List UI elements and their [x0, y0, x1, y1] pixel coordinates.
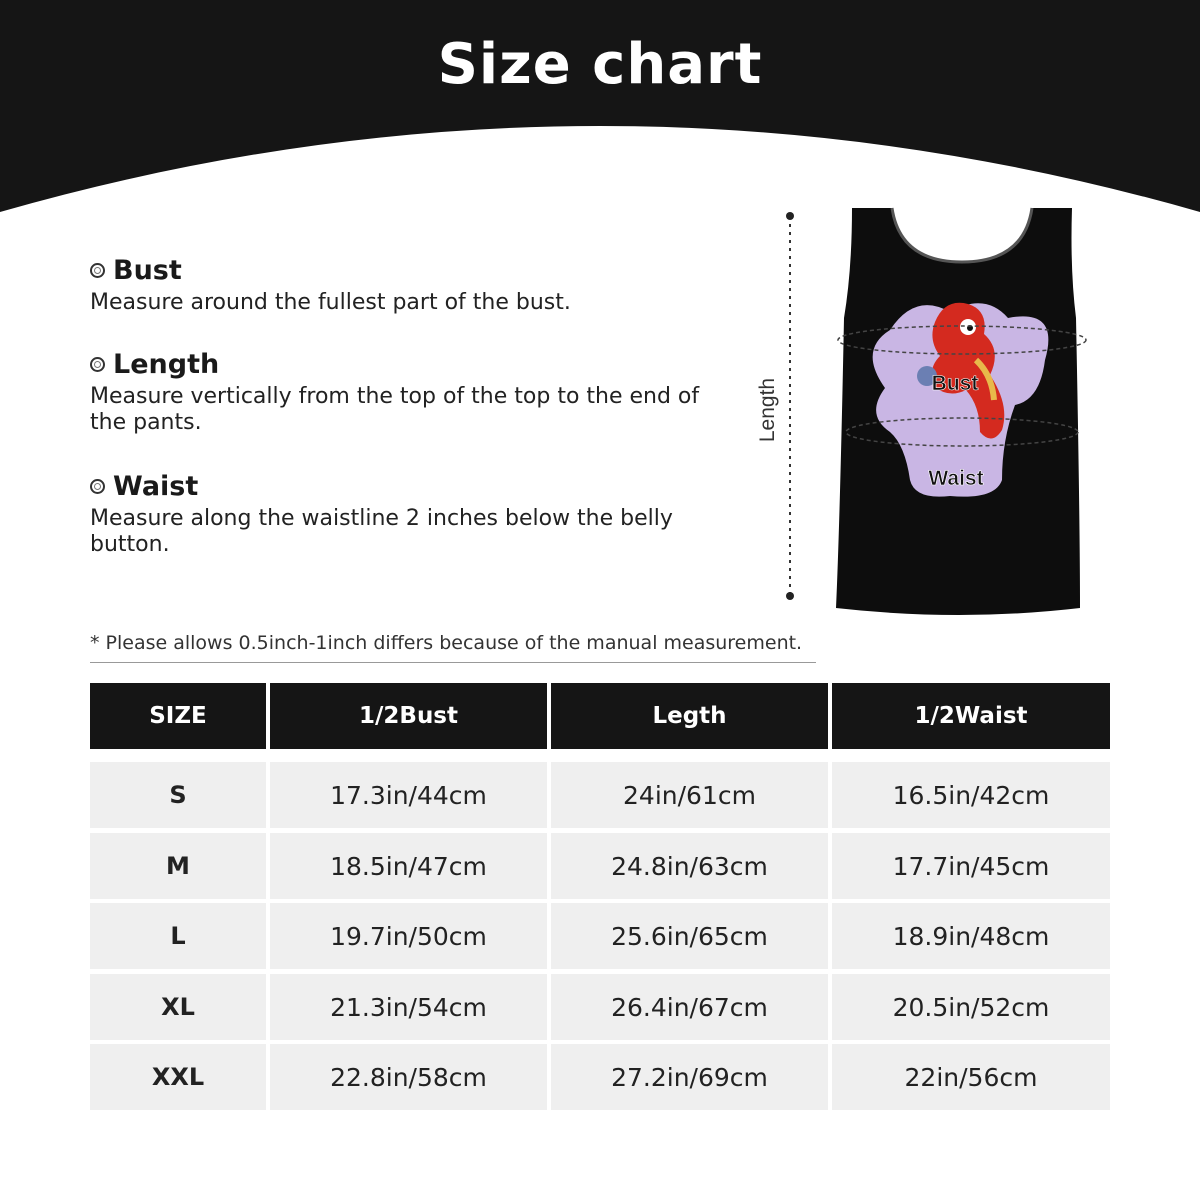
length-dot-bottom — [786, 592, 794, 600]
length-cell: 24in/61cm — [551, 762, 828, 828]
bust-cell: 19.7in/50cm — [270, 903, 547, 969]
page-title: Size chart — [437, 32, 763, 97]
header-bust: 1/2Bust — [270, 683, 547, 749]
tank-top-diagram — [740, 200, 1120, 620]
waist-cell: 18.9in/48cm — [832, 903, 1110, 969]
bust-cell: 22.8in/58cm — [270, 1044, 547, 1110]
size-table-header — [90, 683, 1110, 749]
table-row — [90, 1044, 1110, 1110]
table-row — [90, 903, 1110, 969]
bust-label: Bust — [931, 372, 979, 395]
bust-cell: 18.5in/47cm — [270, 833, 547, 899]
length-label: Length — [756, 377, 779, 443]
measurement-waist — [90, 471, 730, 558]
circle-bullet-icon — [90, 263, 105, 278]
header-waist: 1/2Waist — [832, 683, 1110, 749]
length-dot-top — [786, 212, 794, 220]
length-cell: 25.6in/65cm — [551, 903, 828, 969]
length-cell: 26.4in/67cm — [551, 974, 828, 1040]
table-row — [90, 762, 1110, 828]
measurement-bust — [90, 255, 730, 316]
table-row — [90, 974, 1110, 1040]
size-cell: XL — [90, 974, 266, 1040]
measurement-note: * Please allows 0.5inch-1inch differs because of the manual measurement. — [90, 632, 816, 663]
header-banner — [0, 0, 1200, 220]
measurement-title: Waist — [113, 471, 199, 502]
waist-cell: 20.5in/52cm — [832, 974, 1110, 1040]
bust-cell: 21.3in/54cm — [270, 974, 547, 1040]
length-cell: 24.8in/63cm — [551, 833, 828, 899]
size-cell: M — [90, 833, 266, 899]
size-cell: S — [90, 762, 266, 828]
size-cell: L — [90, 903, 266, 969]
measurement-description: Measure along the waistline 2 inches below the belly button. — [90, 506, 673, 557]
table-row — [90, 833, 1110, 899]
waist-cell: 22in/56cm — [832, 1044, 1110, 1110]
waist-label: Waist — [928, 467, 984, 490]
measurement-description: Measure around the fullest part of the bust. — [90, 290, 571, 315]
bust-cell: 17.3in/44cm — [270, 762, 547, 828]
circle-bullet-icon — [90, 357, 105, 372]
size-cell: XXL — [90, 1044, 266, 1110]
measurement-description: Measure vertically from the top of the top to the end of the pants. — [90, 384, 700, 435]
header-size: SIZE — [90, 683, 266, 749]
circle-bullet-icon — [90, 479, 105, 494]
measurement-title: Bust — [113, 255, 182, 286]
waist-cell: 17.7in/45cm — [832, 833, 1110, 899]
measurement-title: Length — [113, 349, 220, 380]
length-cell: 27.2in/69cm — [551, 1044, 828, 1110]
waist-cell: 16.5in/42cm — [832, 762, 1110, 828]
header-length: Legth — [551, 683, 828, 749]
measurement-length — [90, 349, 730, 436]
